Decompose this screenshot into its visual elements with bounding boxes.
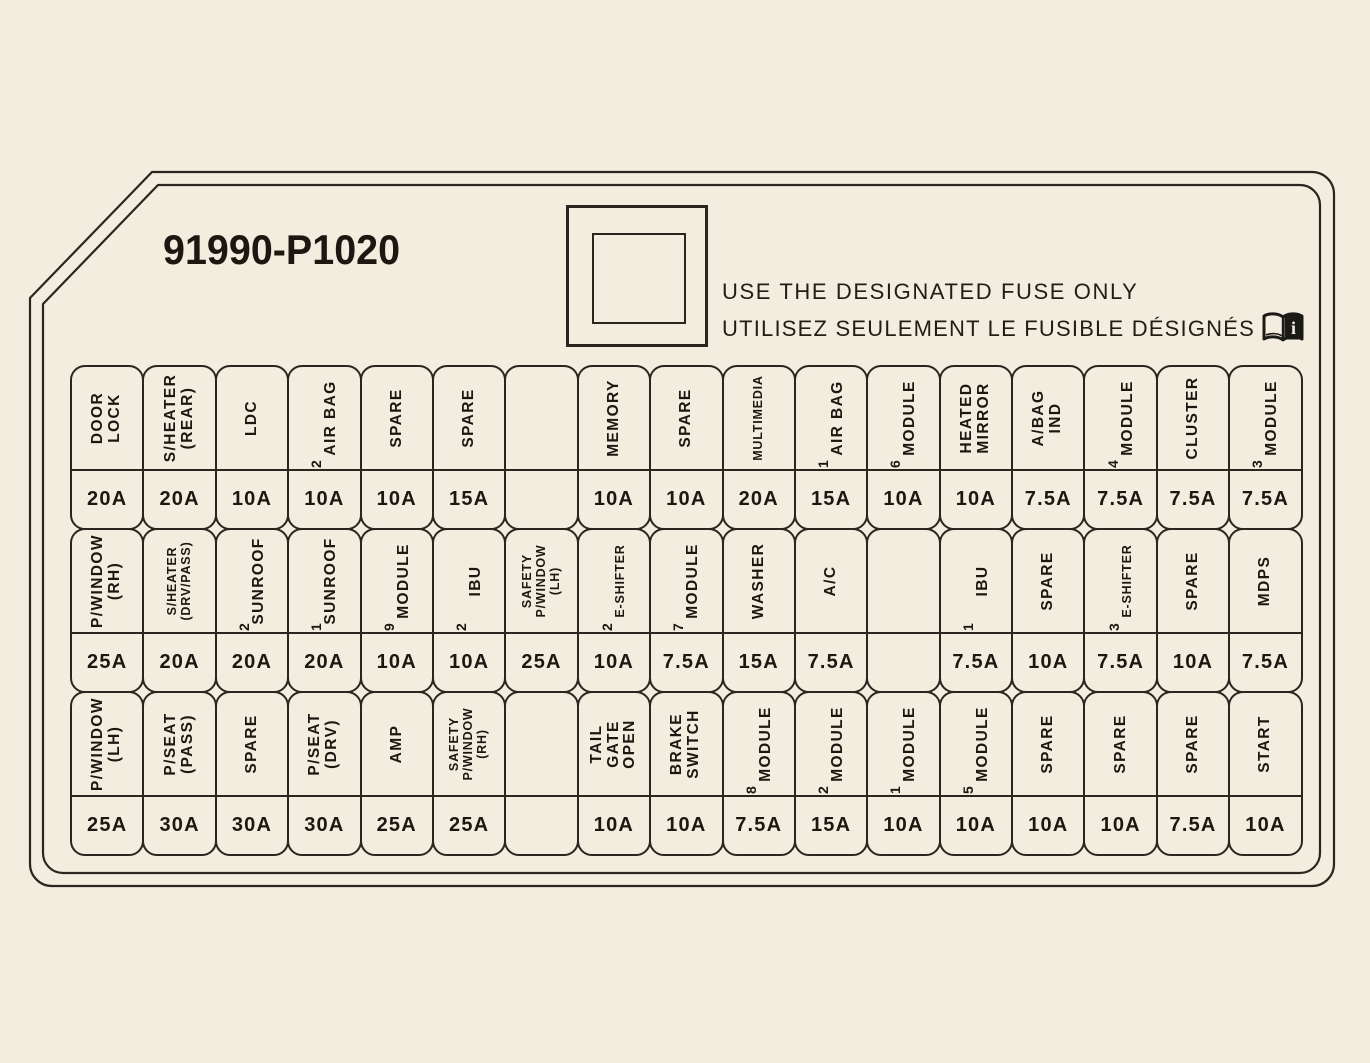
fuse-label: MDPS	[1230, 530, 1300, 634]
fuse-row	[70, 528, 1303, 693]
fuse-label: 1 AIR BAG	[796, 367, 866, 471]
fuse-label: 6 MODULE	[868, 367, 938, 471]
fuse-amp-rating: 10A	[1028, 814, 1069, 836]
fuse-spare	[1156, 528, 1230, 693]
fuse-spare	[1083, 691, 1157, 856]
fuse-amp-rating: 30A	[159, 814, 200, 836]
fuse-spare	[1011, 528, 1085, 693]
fuse-5-module	[939, 691, 1013, 856]
fuse-amp-rating: 10A	[1028, 651, 1069, 673]
fuse-label	[506, 693, 576, 797]
fuse-a-c	[794, 528, 868, 693]
fuse-number-prefix: 7	[669, 623, 686, 631]
fuse-label	[868, 530, 938, 634]
fuse-number-prefix: 8	[742, 786, 759, 794]
fuse-p-window-rh	[70, 528, 144, 693]
fuse-amp-rating: 10A	[955, 488, 997, 510]
fuse-2-sunroof	[215, 528, 289, 693]
fuse-label: SPARE	[1013, 693, 1083, 797]
fuse-spare	[1156, 691, 1230, 856]
fuse-safety-p-window-lh	[504, 528, 578, 693]
fuse-number-prefix: 2	[307, 460, 324, 468]
fuse-tail-gate-open	[577, 691, 651, 856]
fuse-amp-rating: 25A	[87, 814, 128, 836]
fuse-number-prefix: 5	[959, 786, 976, 794]
fuse-label: 9 MODULE	[362, 530, 432, 634]
fuse-1-sunroof	[287, 528, 361, 693]
fuse-empty	[504, 691, 578, 856]
fuse-label: A/C	[796, 530, 866, 634]
fuse-number-prefix: 1	[887, 786, 904, 794]
fuse-symbol-square	[566, 205, 708, 347]
fuse-amp-rating: 10A	[1245, 814, 1286, 836]
fuse-spare	[1011, 691, 1085, 856]
fuse-row	[70, 365, 1303, 530]
fuse-amp-rating: 10A	[449, 651, 490, 673]
fuse-label: CLUSTER	[1158, 367, 1228, 471]
fuse-label: 2 SUNROOF	[217, 530, 287, 634]
fuse-label: SAFETY P/WINDOW (RH)	[434, 693, 504, 797]
fuse-spare	[432, 365, 506, 530]
fuse-1-ibu	[939, 528, 1013, 693]
fuse-label: P/WINDOW (LH)	[72, 693, 142, 797]
fuse-amp-rating: 7.5A	[662, 651, 710, 673]
fuse-spare	[649, 365, 723, 530]
fuse-p-seat-pass	[142, 691, 216, 856]
fuse-amp-rating: 7.5A	[1169, 814, 1217, 836]
part-number: 91990-P1020	[163, 226, 401, 273]
fuse-label: SPARE	[1085, 693, 1155, 797]
fuse-amp-rating: 7.5A	[1169, 488, 1217, 510]
fuse-amp-rating: 10A	[304, 488, 345, 510]
fuse-label: 1 MODULE	[868, 693, 938, 797]
fuse-6-module	[866, 365, 940, 530]
fuse-amp-rating: 20A	[159, 488, 200, 510]
fuse-amp-rating: 15A	[810, 488, 852, 510]
fuse-label: SPARE	[1158, 530, 1228, 634]
fuse-number-prefix: 6	[887, 460, 904, 468]
fuse-amp-rating: 20A	[738, 488, 779, 510]
fuse-cluster	[1156, 365, 1230, 530]
fuse-label: 3 MODULE	[1230, 367, 1300, 471]
fuse-amp-rating: 10A	[883, 488, 924, 510]
fuse-1-module	[866, 691, 940, 856]
fuse-door-lock	[70, 365, 144, 530]
fuse-spare	[215, 691, 289, 856]
fuse-number-prefix: 2	[452, 623, 469, 631]
fuse-amp-rating: 10A	[593, 651, 635, 673]
fuse-ldc	[215, 365, 289, 530]
fuse-label: 8 MODULE	[724, 693, 794, 797]
fuse-number-prefix: 1	[959, 623, 976, 631]
fuse-label: 2 MODULE	[796, 693, 866, 797]
fuse-label: 5 MODULE	[941, 693, 1011, 797]
fuse-amp-rating: 10A	[231, 488, 273, 510]
fuse-heated-mirror	[939, 365, 1013, 530]
fuse-amp-rating: 25A	[87, 651, 128, 673]
fuse-number-prefix: 3	[1249, 460, 1266, 468]
fuse-amp-rating: 7.5A	[1097, 651, 1145, 673]
fuse-row	[70, 691, 1303, 856]
fuse-amp-rating: 20A	[231, 651, 273, 673]
fuse-amp-rating: 10A	[376, 651, 417, 673]
owners-manual-book-icon	[1260, 311, 1307, 346]
fuse-label: BRAKE SWITCH	[651, 693, 721, 797]
fuse-empty	[504, 365, 578, 530]
fuse-memory	[577, 365, 651, 530]
fuse-label: HEATED MIRROR	[941, 367, 1011, 471]
fuse-label: DOOR LOCK	[72, 367, 142, 471]
fuse-label: SPARE	[1158, 693, 1228, 797]
fuse-amp-rating: 10A	[883, 814, 924, 836]
fuse-empty	[866, 528, 940, 693]
fuse-amp-rating: 7.5A	[1024, 488, 1072, 510]
fuse-label: SPARE	[217, 693, 287, 797]
fuse-2-ibu	[432, 528, 506, 693]
fuse-number-prefix: 3	[1105, 623, 1122, 631]
fuse-label: P/WINDOW (RH)	[72, 530, 142, 634]
fuse-1-air-bag	[794, 365, 868, 530]
fuse-amp-rating: 25A	[376, 814, 417, 836]
fuse-amp-rating: 20A	[87, 488, 128, 510]
fuse-amp-rating: 10A	[666, 488, 707, 510]
fuse-amp-rating: 15A	[810, 814, 852, 836]
fuse-label: S/HEATER (REAR)	[144, 367, 214, 471]
fuse-washer	[722, 528, 796, 693]
fuse-label: SPARE	[362, 367, 432, 471]
fuse-label: 2 IBU	[434, 530, 504, 634]
fuse-multimedia	[722, 365, 796, 530]
fuse-label: LDC	[217, 367, 287, 471]
fuse-amp-rating: 7.5A	[1241, 488, 1289, 510]
fuse-amp-rating: 20A	[304, 651, 345, 673]
fuse-spare	[360, 365, 434, 530]
fuse-brake-switch	[649, 691, 723, 856]
fuse-mdps	[1228, 528, 1302, 693]
fuse-3-e-shifter	[1083, 528, 1157, 693]
fuse-amp-rating: 20A	[159, 651, 200, 673]
fuse-label: SAFETY P/WINDOW (LH)	[506, 530, 576, 634]
fuse-p-window-lh	[70, 691, 144, 856]
fuse-2-e-shifter	[577, 528, 651, 693]
fuse-label: 4 MODULE	[1085, 367, 1155, 471]
fuse-amp-rating: 10A	[593, 814, 635, 836]
fuse-symbol-square-inner	[592, 233, 686, 324]
fuse-number-prefix: 9	[380, 623, 397, 631]
fuse-amp-rating: 30A	[304, 814, 345, 836]
fuse-number-prefix: 1	[814, 460, 831, 468]
fuse-amp-rating: 7.5A	[807, 651, 855, 673]
fuse-a-bag-ind	[1011, 365, 1085, 530]
fuse-2-module	[794, 691, 868, 856]
fuse-label: SPARE	[651, 367, 721, 471]
fuse-amp-rating	[506, 797, 576, 854]
fuse-number-prefix: 2	[599, 623, 616, 631]
fuse-label: A/BAG IND	[1013, 367, 1083, 471]
fuse-label: 1 SUNROOF	[289, 530, 359, 634]
fuse-amp-rating: 10A	[666, 814, 707, 836]
fuse-label: SPARE	[434, 367, 504, 471]
fuse-number-prefix: 1	[307, 623, 324, 631]
svg-text:i: i	[1290, 318, 1297, 338]
fuse-9-module	[360, 528, 434, 693]
fuse-amp-rating: 7.5A	[735, 814, 783, 836]
fuse-grid	[70, 365, 1303, 856]
fuse-amp	[360, 691, 434, 856]
fuse-label: 3 E-SHIFTER	[1085, 530, 1155, 634]
fuse-amp-rating: 7.5A	[952, 651, 1000, 673]
fuse-label: MULTIMEDIA	[724, 367, 794, 471]
fuse-number-prefix: 2	[235, 623, 252, 631]
use-designated-fuse-notice-en: USE THE DESIGNATED FUSE ONLY	[722, 279, 1139, 304]
fuse-8-module	[722, 691, 796, 856]
fuse-label: AMP	[362, 693, 432, 797]
use-designated-fuse-notice-fr: UTILISEZ SEULEMENT LE FUSIBLE DÉSIGNÉS	[722, 315, 1255, 341]
fuse-amp-rating: 15A	[738, 651, 779, 673]
fuse-amp-rating: 30A	[231, 814, 273, 836]
fuse-label: MEMORY	[579, 367, 649, 471]
fuse-s-heater-drv-pass	[142, 528, 216, 693]
fuse-label: P/SEAT (DRV)	[289, 693, 359, 797]
fuse-label	[506, 367, 576, 471]
fuse-label: 2 E-SHIFTER	[579, 530, 649, 634]
fuse-2-air-bag	[287, 365, 361, 530]
fuse-amp-rating: 10A	[1172, 651, 1214, 673]
fuse-label: 1 IBU	[941, 530, 1011, 634]
fuse-label: 7 MODULE	[651, 530, 721, 634]
fuse-amp-rating: 25A	[521, 651, 562, 673]
fuse-label: P/SEAT (PASS)	[144, 693, 214, 797]
fuse-s-heater-rear	[142, 365, 216, 530]
fuse-amp-rating: 7.5A	[1097, 488, 1145, 510]
fuse-p-seat-drv	[287, 691, 361, 856]
fuse-safety-p-window-rh	[432, 691, 506, 856]
fuse-label: S/HEATER (DRV/PASS)	[144, 530, 214, 634]
fuse-start	[1228, 691, 1302, 856]
fuse-label: 2 AIR BAG	[289, 367, 359, 471]
fuse-amp-rating: 7.5A	[1241, 651, 1289, 673]
fuse-amp-rating: 10A	[955, 814, 997, 836]
fuse-7-module	[649, 528, 723, 693]
fuse-3-module	[1228, 365, 1302, 530]
fuse-amp-rating: 15A	[449, 488, 490, 510]
fuse-label: WASHER	[724, 530, 794, 634]
fuse-label: SPARE	[1013, 530, 1083, 634]
fuse-amp-rating: 25A	[449, 814, 490, 836]
fuse-number-prefix: 2	[814, 786, 831, 794]
fuse-amp-rating: 10A	[1100, 814, 1141, 836]
fuse-label: START	[1230, 693, 1300, 797]
fuse-amp-rating	[506, 471, 576, 528]
fuse-label: TAIL GATE OPEN	[579, 693, 649, 797]
fuse-amp-rating: 10A	[593, 488, 635, 510]
fuse-amp-rating	[868, 634, 938, 691]
fuse-amp-rating: 10A	[376, 488, 417, 510]
use-designated-fuse-notice-fr-row	[722, 311, 1307, 346]
fuse-4-module	[1083, 365, 1157, 530]
fuse-number-prefix: 4	[1104, 460, 1121, 468]
